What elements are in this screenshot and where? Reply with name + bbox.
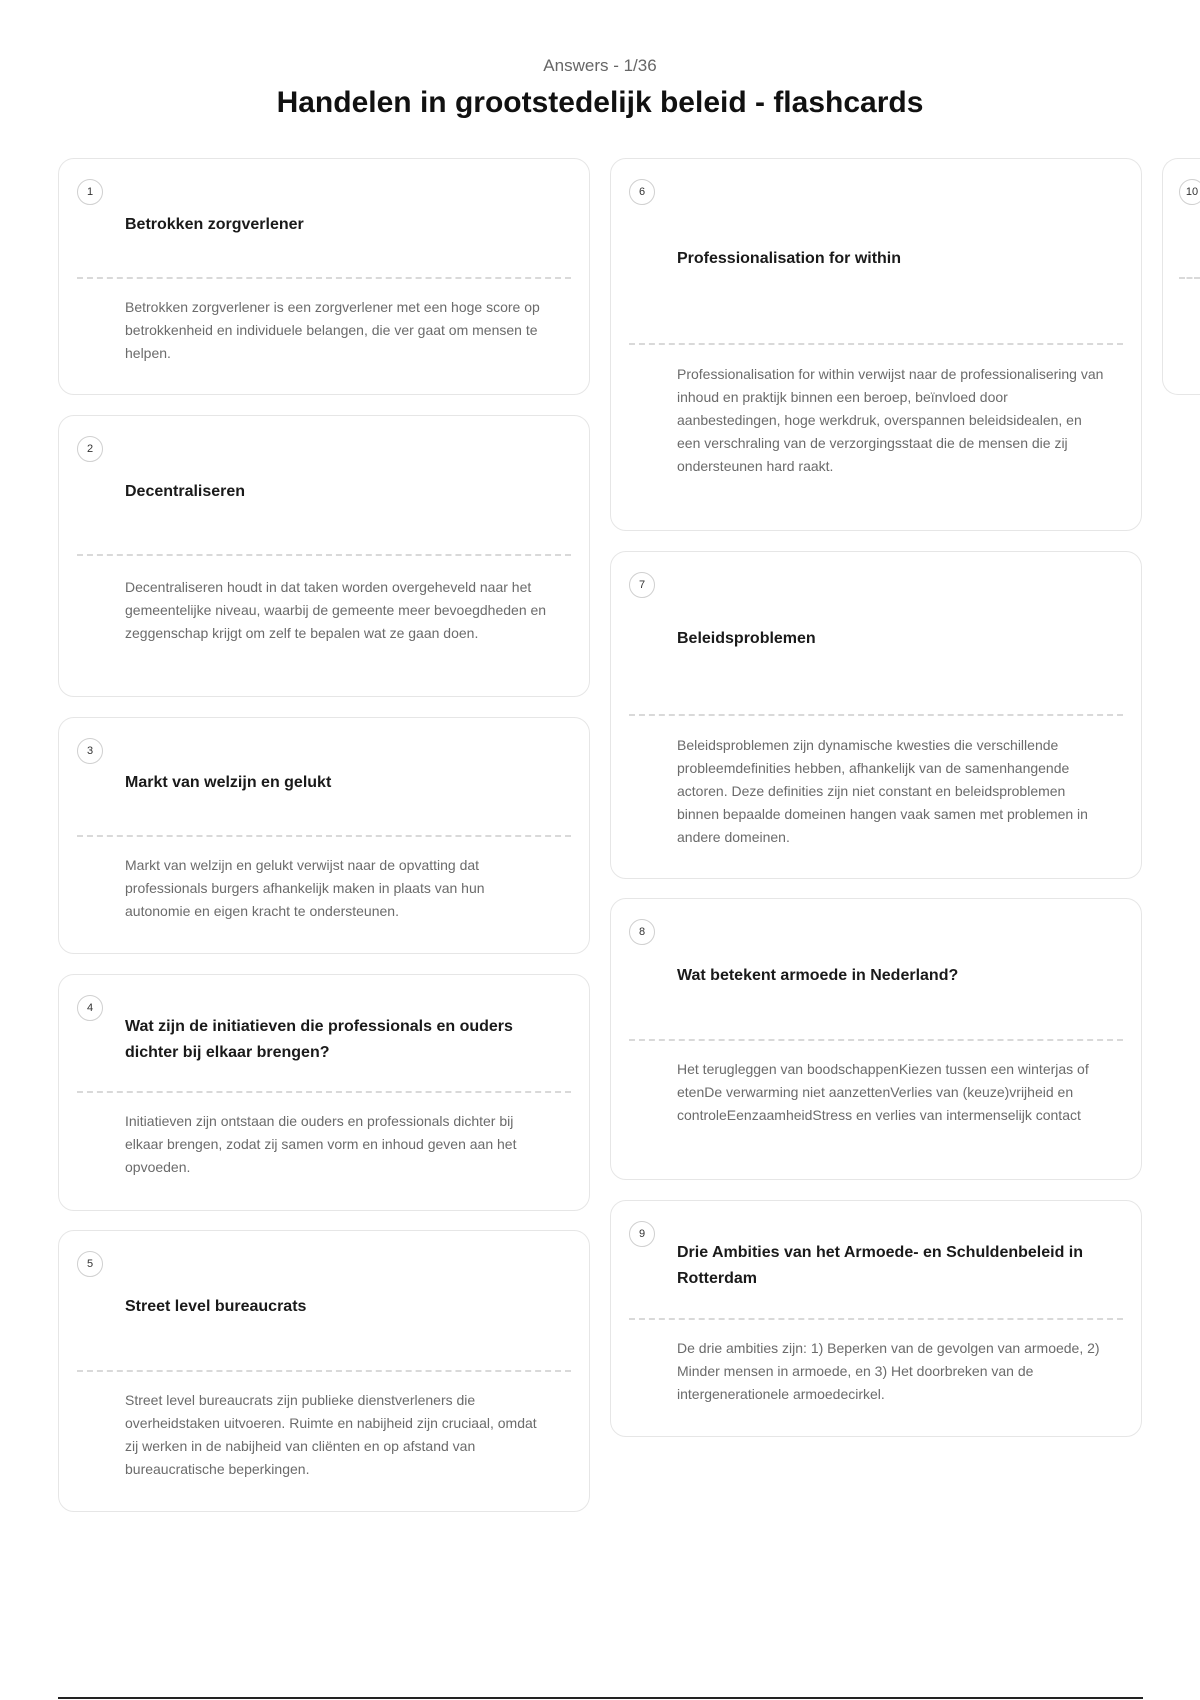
page-title: Handelen in grootstedelijk beleid - flashcards bbox=[276, 86, 924, 119]
card-definition: Decentraliseren houdt in dat taken worden overgeheveld naar het gemeentelijke niveau, waarbij de gemeente meer bevoegdheden en zeggenschap krijgt om zelf te bepalen wat ze gaan doen. bbox=[125, 579, 547, 641]
card-divider bbox=[629, 714, 1123, 716]
card-definition: Initiatieven zijn ontstaan die ouders en professionals dichter bij elkaar brengen, zodat zij samen vorm en inhoud geven aan het opvoeden. bbox=[125, 1113, 517, 1175]
card-definition: Professionalisation for within verwijst naar de professionalisering van inhoud en praktijk binnen een beroep, beïnvloed door aanbestedingen, hoge werkdruk, overspannen beleidsidealen, en een verschraling van de verzorgingsstaat die de mensen die zij ondersteunen hard raakt. bbox=[677, 366, 1104, 474]
flashcard-1 bbox=[58, 158, 590, 395]
card-divider bbox=[77, 554, 571, 556]
card-divider bbox=[1179, 277, 1200, 279]
card-term: Professionalisation for within bbox=[677, 250, 902, 267]
flashcard-6 bbox=[610, 158, 1142, 531]
card-number: 1 bbox=[77, 179, 103, 205]
card-term: Wat betekent armoede in Nederland? bbox=[677, 967, 959, 984]
card-divider bbox=[629, 343, 1123, 345]
card-number: 7 bbox=[629, 572, 655, 598]
flashcard-8 bbox=[610, 898, 1142, 1180]
card-term: Beleidsproblemen bbox=[677, 630, 816, 647]
card-divider bbox=[629, 1039, 1123, 1041]
card-divider bbox=[77, 277, 571, 279]
card-definition: Beleidsproblemen zijn dynamische kwesties die verschillende probleemdefinities hebben, afhankelijk van de samenhangende actoren. Deze definities zijn niet constant en beleidsproblemen binnen bepaalde domeinen hangen vaak samen met problemen in andere domeinen. bbox=[677, 737, 1088, 845]
card-term: Betrokken zorgverlener bbox=[125, 216, 304, 233]
card-number: 4 bbox=[77, 995, 103, 1021]
card-definition: De drie ambities zijn: 1) Beperken van de gevolgen van armoede, 2) Minder mensen in armoede, en 3) Het doorbreken van de intergenerationele armoedecirkel. bbox=[677, 1340, 1100, 1402]
flashcard-4 bbox=[58, 974, 590, 1211]
card-definition: Het terugleggen van boodschappenKiezen tussen een winterjas of etenDe verwarming niet aanzettenVerlies van (keuze)vrijheid en controleEenzaamheidStress en verlies van intermenselijk contact bbox=[677, 1061, 1089, 1123]
card-number: 5 bbox=[77, 1251, 103, 1277]
flashcard-2 bbox=[58, 415, 590, 697]
card-number: 10 bbox=[1179, 179, 1200, 205]
card-term: Decentraliseren bbox=[125, 483, 246, 500]
card-divider bbox=[629, 1318, 1123, 1320]
card-divider bbox=[77, 835, 571, 837]
card-definition: Street level bureaucrats zijn publieke dienstverleners die overheidstaken uitvoeren. Ruimte en nabijheid zijn cruciaal, omdat zij werken in de nabijheid van cliënten en op afstand van bureaucratische beperkingen. bbox=[125, 1392, 537, 1477]
card-number: 2 bbox=[77, 436, 103, 462]
flashcard-10 bbox=[1162, 158, 1200, 395]
flashcard-3 bbox=[58, 717, 590, 954]
card-divider bbox=[77, 1091, 571, 1093]
card-number: 6 bbox=[629, 179, 655, 205]
flashcard-5 bbox=[58, 1230, 590, 1512]
card-number: 8 bbox=[629, 919, 655, 945]
card-term: Drie Ambities van het Armoede- en Schuldenbeleid in Rotterdam bbox=[677, 1244, 1084, 1287]
footer-rule bbox=[58, 1697, 1143, 1699]
card-number: 9 bbox=[629, 1221, 655, 1247]
card-definition: Betrokken zorgverlener is een zorgverlener met een hoge score op betrokkenheid en individuele belangen, die ver gaat om mensen te helpen. bbox=[125, 299, 540, 361]
card-number: 3 bbox=[77, 738, 103, 764]
card-divider bbox=[77, 1370, 571, 1372]
card-term: Markt van welzijn en gelukt bbox=[125, 774, 332, 791]
card-term: Wat zijn de initiatieven die professionals en ouders dichter bij elkaar brengen? bbox=[125, 1018, 513, 1061]
page-subtitle: Answers - 1/36 bbox=[543, 56, 657, 75]
flashcard-7 bbox=[610, 551, 1142, 879]
card-term: Street level bureaucrats bbox=[125, 1298, 307, 1315]
flashcard-9 bbox=[610, 1200, 1142, 1437]
card-definition: Markt van welzijn en gelukt verwijst naar de opvatting dat professionals burgers afhankelijk maken in plaats van hun autonomie en eigen kracht te ondersteunen. bbox=[125, 857, 485, 919]
